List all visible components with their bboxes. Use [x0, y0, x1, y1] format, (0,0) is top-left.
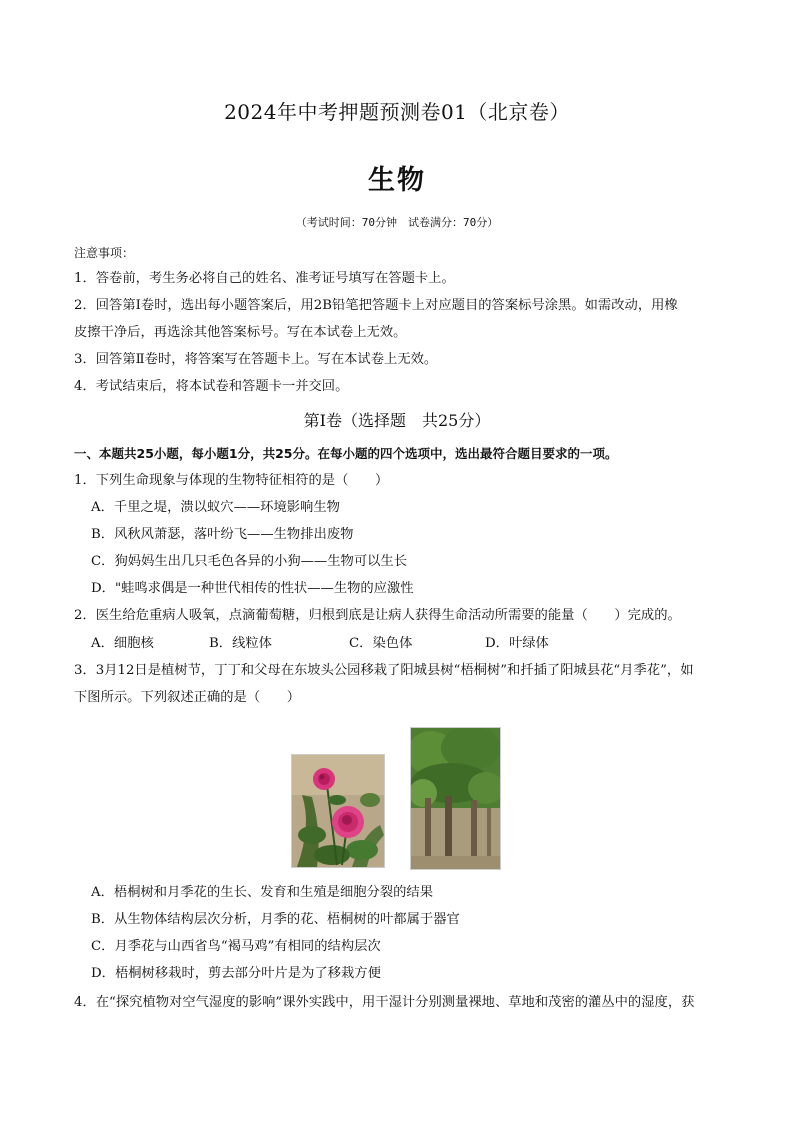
q3-stem-line2: 下图所示。下列叙述正确的是（ ）	[74, 690, 301, 705]
q2-option-c: C．染色体	[349, 636, 413, 651]
note-item-4: 4．考试结束后，将本试卷和答题卡一并交回。	[74, 379, 349, 394]
q2-stem: 2．医生给危重病人吸氧，点滴葡萄糖，归根到底是让病人获得生命活动所需要的能量（ ）完成的。	[74, 608, 681, 623]
section-title: 第Ⅰ卷（选择题 共25分）	[303, 411, 491, 430]
q1-option-a: A．千里之堤，溃以蚁穴——环境影响生物	[91, 500, 340, 515]
tree-illustration	[411, 728, 500, 869]
note-item-2-cont: 皮擦干净后，再选涂其他答案标号。写在本试卷上无效。	[74, 325, 407, 340]
section-instruction: 一、本题共25小题，每小题1分，共25分。在每小题的四个选项中，选出最符合题目要求的一项。	[74, 446, 618, 461]
exam-title: 2024年中考押题预测卷01（北京卷）	[224, 100, 570, 124]
q1-option-c: C．狗妈妈生出几只毛色各异的小狗——生物可以生长	[91, 554, 408, 569]
rose-photo	[291, 754, 385, 868]
q2-options	[91, 635, 549, 653]
subject-title: 生物	[368, 165, 426, 196]
note-item-3: 3．回答第Ⅱ卷时，将答案写在答题卡上。写在本试卷上无效。	[74, 352, 438, 367]
q1-option-b: B．风秋风萧瑟，落叶纷飞——生物排出废物	[91, 527, 354, 542]
q3-option-c: C．月季花与山西省鸟“褐马鸡”有相同的结构层次	[91, 939, 381, 954]
exam-info: （考试时间：70分钟 试卷满分：70分）	[295, 216, 499, 229]
q2-option-a: A．细胞核	[91, 636, 154, 651]
q1-stem: 1．下列生命现象与体现的生物特征相符的是（ ）	[74, 473, 389, 488]
note-item-1: 1．答卷前，考生务必将自己的姓名、准考证号填写在答题卡上。	[74, 271, 455, 286]
notes-heading: 注意事项：	[74, 246, 135, 260]
q3-option-b: B．从生物体结构层次分析，月季的花、梧桐树的叶都属于器官	[91, 912, 460, 927]
q3-option-a: A．梧桐树和月季花的生长、发育和生殖是细胞分裂的结果	[91, 885, 434, 900]
tree-photo	[410, 727, 501, 870]
q2-option-d: D．叶绿体	[485, 636, 549, 651]
q3-option-d: D．梧桐树移栽时，剪去部分叶片是为了移栽方便	[91, 966, 381, 981]
q1-option-d: D．"蛙鸣求偶是一种世代相传的性状——生物的应激性	[91, 581, 414, 596]
rose-illustration	[292, 755, 384, 867]
q4-stem-line1: 4．在“探究植物对空气湿度的影响”课外实践中，用干湿计分别测量裸地、草地和茂密的灌丛中的湿度，获	[74, 995, 695, 1010]
q3-stem-line1: 3．3月12日是植树节，丁丁和父母在东坡头公园移栽了阳城县树“梧桐树”和扦插了阳城县花“月季花”，如	[74, 663, 694, 678]
note-item-2: 2．回答第Ⅰ卷时，选出每小题答案后，用2B铅笔把答题卡上对应题目的答案标号涂黑。如需改动，用橡	[74, 298, 678, 313]
q2-option-b: B．线粒体	[209, 636, 272, 651]
